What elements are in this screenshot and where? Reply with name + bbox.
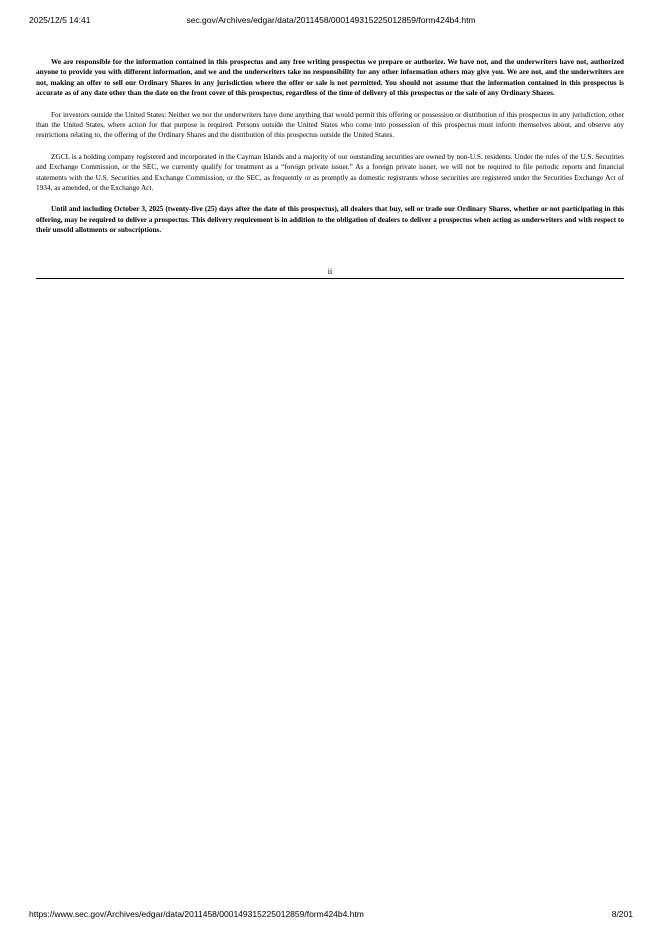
page-number: ii [327, 267, 333, 276]
print-footer-url: https://www.sec.gov/Archives/edgar/data/2011458/000149315225012859/form424b4.htm [29, 909, 364, 919]
print-datetime: 2025/12/5 14:41 [29, 15, 91, 25]
paragraph-dealer-delivery-requirement: Until and including October 3, 2025 (twenty-five (25) days after the date of this prospectus), all dealers that buy, sell or trade our Ordinary Shares, whether or not participating in this offering, may be required to deliver a prospectus. This delivery requirement is in addition to the obligation of dealers to deliver a prospectus when acting as underwriters and with respect to their unsold allotments or subscriptions. [36, 204, 624, 235]
paragraph-investors-outside-us: For investors outside the United States: Neither we nor the underwriters have done anything that would permit this offering or possession or distribution of this prospectus in any jurisdiction, other than the United States, where action for that purpose is required. Persons outside the United States who come into possession of this prospectus must inform themselves about, and observe any restrictions relating to, the offering of the Ordinary Shares and the distribution of this prospectus outside the United States. [36, 109, 624, 140]
paragraph-responsibility-notice: We are responsible for the information contained in this prospectus and any free writing prospectus we prepare or authorize. We have not, and the underwriters have not, authorized anyone to provide you with different information, and we and the underwriters take no responsibility for any other information others may give you. We are not, and the underwriters are not, making an offer to sell our Ordinary Shares in any jurisdiction where the offer or sale is not permitted. You should not assume that the information contained in this prospectus is accurate as of any date other than the date on the front cover of this prospectus, regardless of the time of delivery of this prospectus or the sale of any Ordinary Shares. [36, 57, 624, 98]
print-footer [29, 909, 633, 921]
page-divider [36, 278, 624, 279]
paragraph-foreign-private-issuer: ZGCL is a holding company registered and incorporated in the Cayman Islands and a majority of our outstanding securities are owned by non-U.S. residents. Under the rules of the U.S. Securities and Exchange Commission, or the SEC, we currently qualify for treatment as a “foreign private issuer.” As a foreign private issuer, we will not be required to file periodic reports and financial statements with the U.S. Securities and Exchange Commission, or the SEC, as frequently or as promptly as domestic registrants whose securities are registered under the Securities Exchange Act of 1934, as amended, or the Exchange Act. [36, 151, 624, 193]
print-header-url: sec.gov/Archives/edgar/data/2011458/000149315225012859/form424b4.htm [186, 15, 476, 25]
print-header [29, 15, 633, 27]
document-body [36, 57, 624, 247]
print-page-count: 8/201 [611, 909, 633, 919]
